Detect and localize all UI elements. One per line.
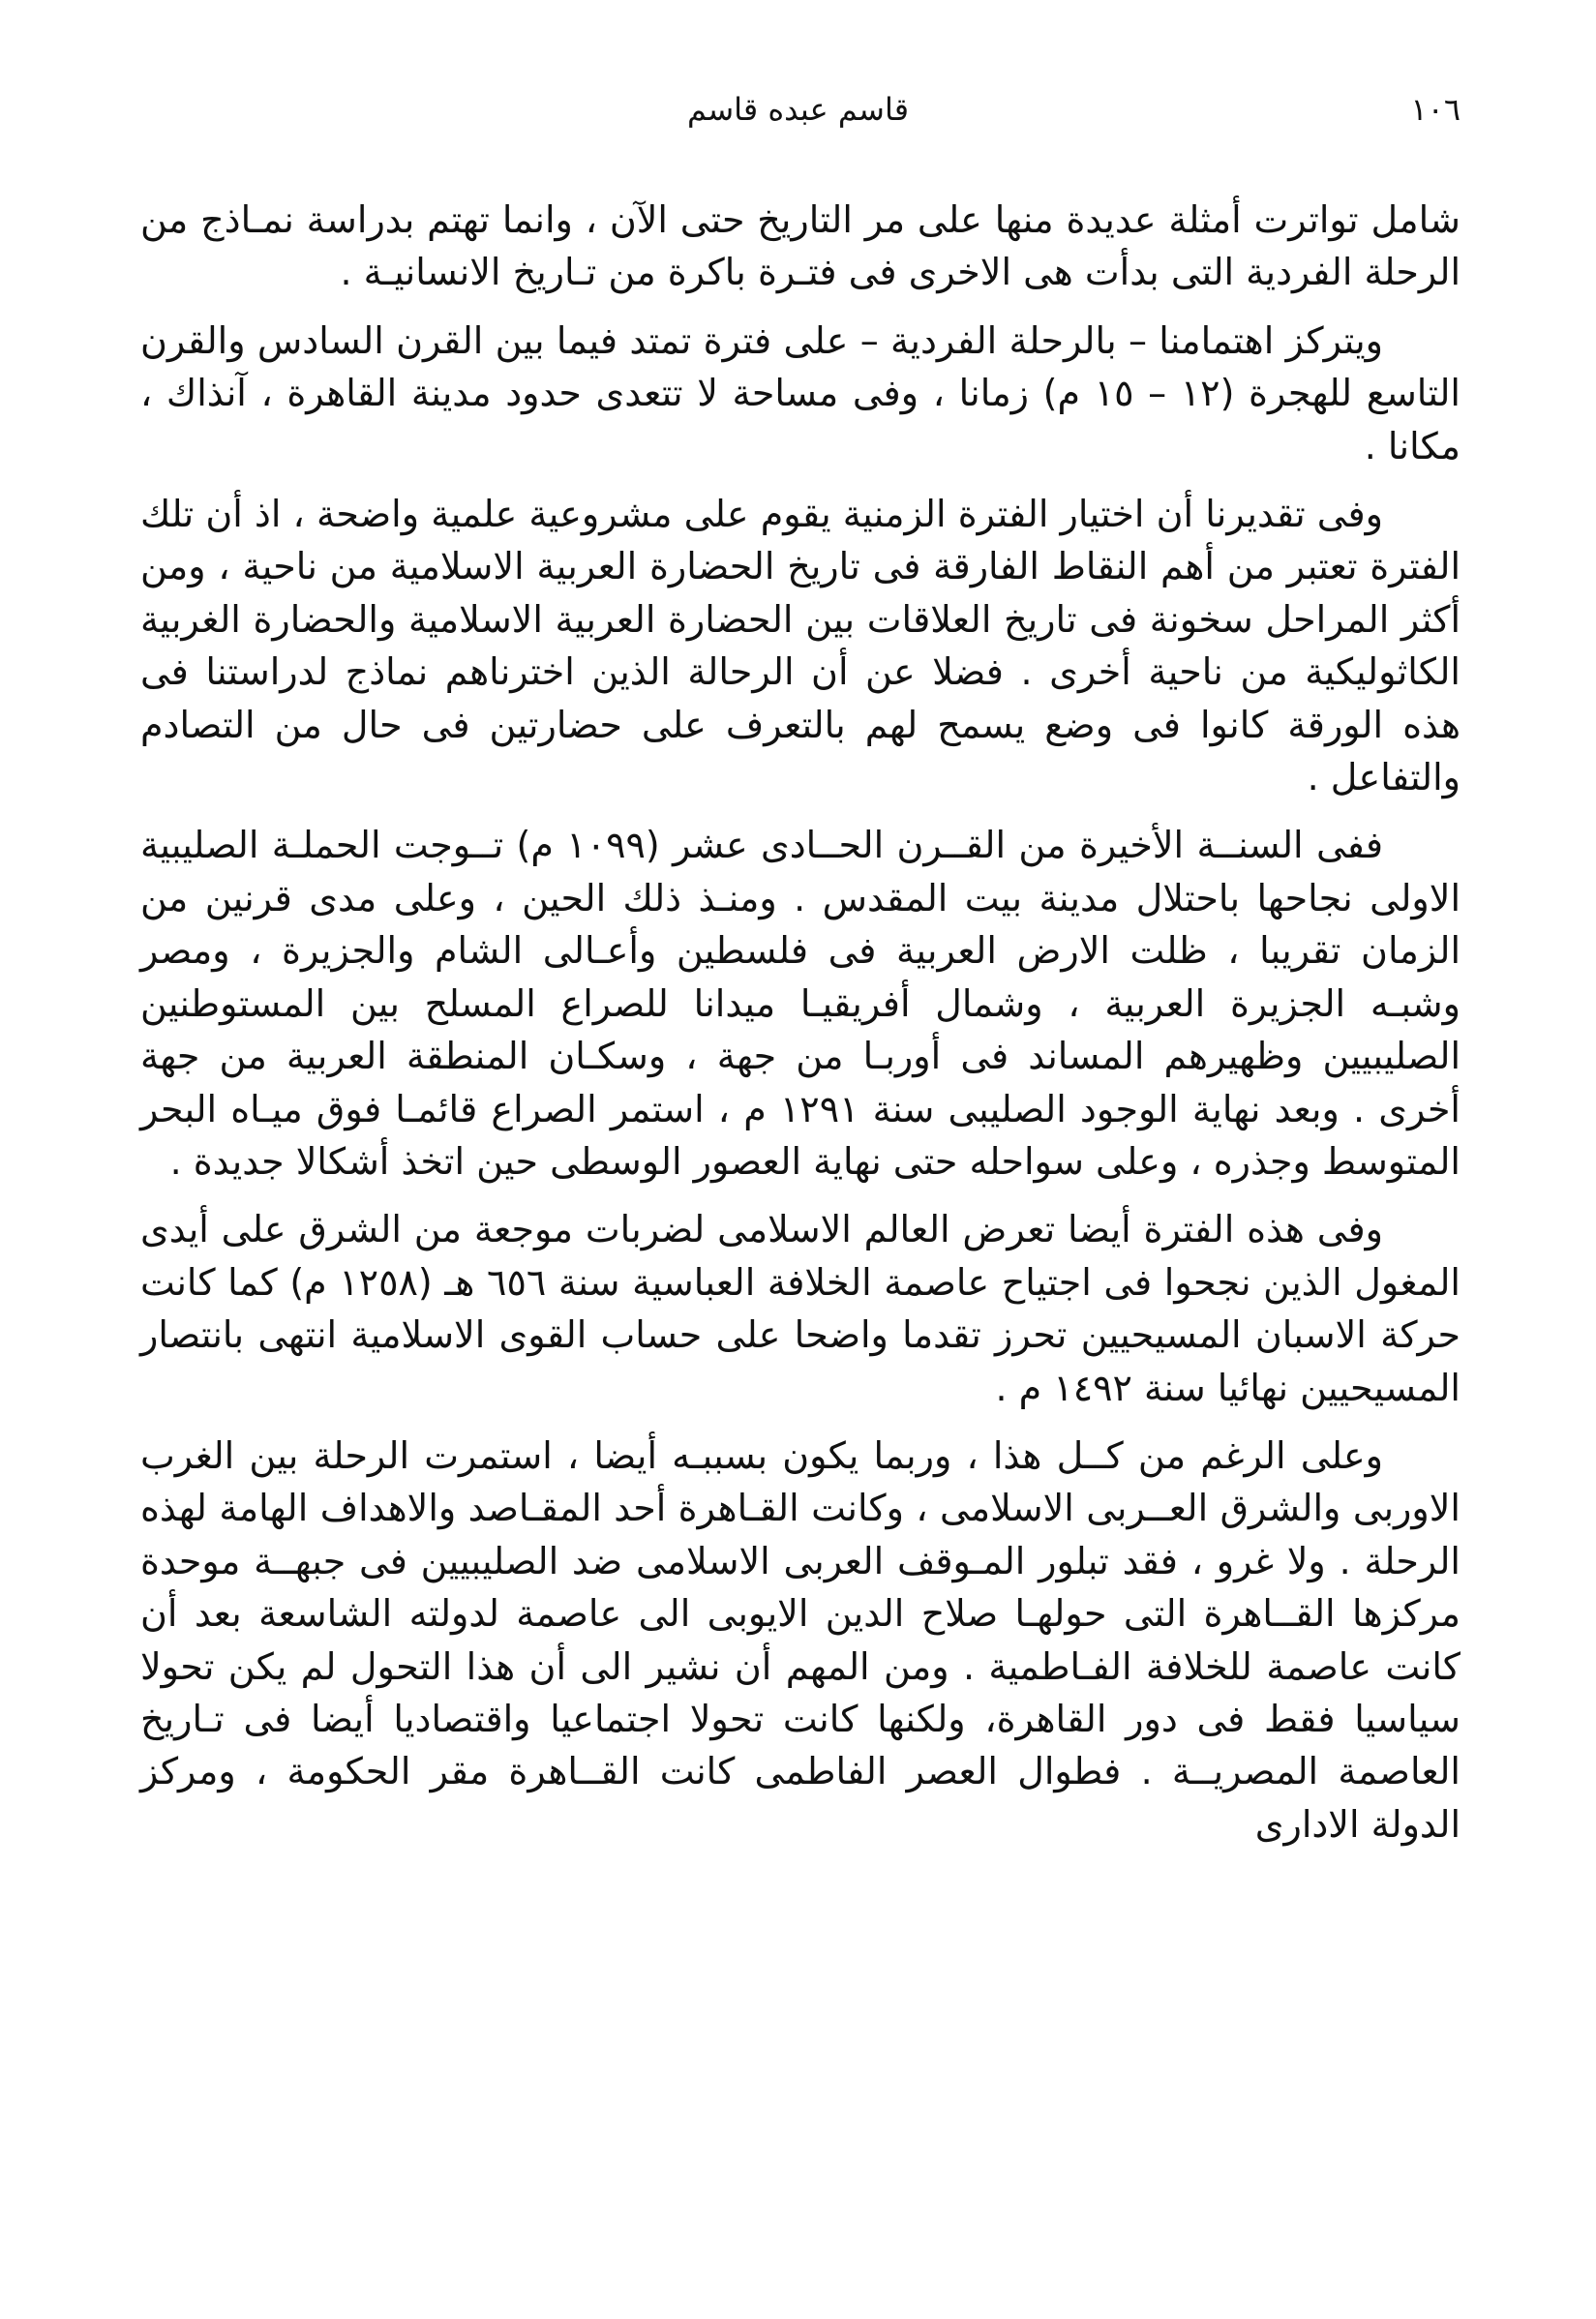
page-number: ١٠٦ <box>1410 91 1460 128</box>
paragraph-3: وفى تقديرنا أن اختيار الفترة الزمنية يقوم على مشروعية علمية واضحة ، اذ أن تلك الفترة تعتبر من أهم النقاط الفارقة فى تاريخ الحضارة العربية الاسلامية من ناحية ، ومن أكثر المراحل سخونة فى تاريخ العلاقات بين الحضارة العربية الاسلامية والحضارة الغربية الكاثوليكية من ناحية أخرى . فضلا عن أن الرحالة الذين اخترناهم نماذج لدراستنا فى هذه الورقة كانوا فى وضع يسمح لهم بالتعرف على حضارتين فى حال من التصادم والتفاعل . <box>140 493 1460 799</box>
paragraph-5: وفى هذه الفترة أيضا تعرض العالم الاسلامى لضربات موجعة من الشرق على أيدى المغول الذين نجحوا فى اجتياح عاصمة الخلافة العباسية سنة ٦٥٦ هـ (١٢٥٨ م) كما كانت حركة الاسبان المسيحيين تحرز تقدما واضحا على حساب القوى الاسلامية انتهى بانتصار المسيحيين نهائيا سنة ١٤٩٢ م . <box>140 1208 1460 1409</box>
paragraph-2: ويتركز اهتمامنا – بالرحلة الفردية – على فترة تمتد فيما بين القرن السادس والقرن التاسع للهجرة (١٢ – ١٥ م) زمانا ، وفى مساحة لا تتعدى حدود مدينة القاهرة ، آنذاك ، مكانا . <box>140 318 1460 467</box>
running-title: قاسم عبده قاسم <box>687 91 909 128</box>
page-header <box>136 85 1460 134</box>
paragraph-1: شامل تواترت أمثلة عديدة منها على مر التاريخ حتى الآن ، وانما تهتم بدراسة نمـاذج من الرحلة الفردية التى بدأت هى الاخرى فى فتـرة باكرة من تـاريخ الانسانيـة . <box>140 198 1460 294</box>
paragraph-6: وعلى الرغم من كــل هذا ، وربما يكون بسببـه أيضا ، استمرت الرحلة بين الغرب الاوربى والشرق العــربى الاسلامى ، وكانت القـاهرة أحد المقـاصد والاهداف الهامة لهذه الرحلة . ولا غرو ، فقد تبلور المـوقف العربى الاسلامى ضد الصليبيين فى جبهــة موحدة مركزها القــاهرة التى حولهـا صلاح الدين الايوبى الى عاصمة لدولته الشاسعة بعد أن كانت عاصمة للخلافة الفـاطمية . ومن المهم أن نشير الى أن هذا التحول لم يكن تحولا سياسيا فقط فى دور القاهرة، ولكنها كانت تحولا اجتماعيا واقتصاديا أيضا فى تـاريخ العاصمة المصريــة . فطوال العصر الفاطمى كانت القــاهرة مقر الحكومة ، ومركز الدولة الادارى <box>140 1433 1460 1846</box>
body-text <box>140 194 1460 1866</box>
paragraph-4: ففى السنــة الأخيرة من القــرن الحــادى عشر (١٠٩٩ م) تــوجت الحملـة الصليبية الاولى نجاحها باحتلال مدينة بيت المقدس . ومنـذ ذلك الحين ، وعلى مدى قرنين من الزمان تقريبا ، ظلت الارض العربية فى فلسطين وأعـالى الشام والجزيرة ، ومصر وشبـه الجزيرة العربية ، وشمال أفريقيـا ميدانا للصراع المسلح بين المستوطنين الصليبيين وظهيرهم المساند فى أوربـا من جهة ، وسكـان المنطقة العربية من جهة أخرى . وبعد نهاية الوجود الصليبى سنة ١٢٩١ م ، استمر الصراع قائمـا فوق ميـاه البحر المتوسط وجذره ، وعلى سواحله حتى نهاية العصور الوسطى حين اتخذ أشكالا جديدة . <box>140 824 1460 1183</box>
